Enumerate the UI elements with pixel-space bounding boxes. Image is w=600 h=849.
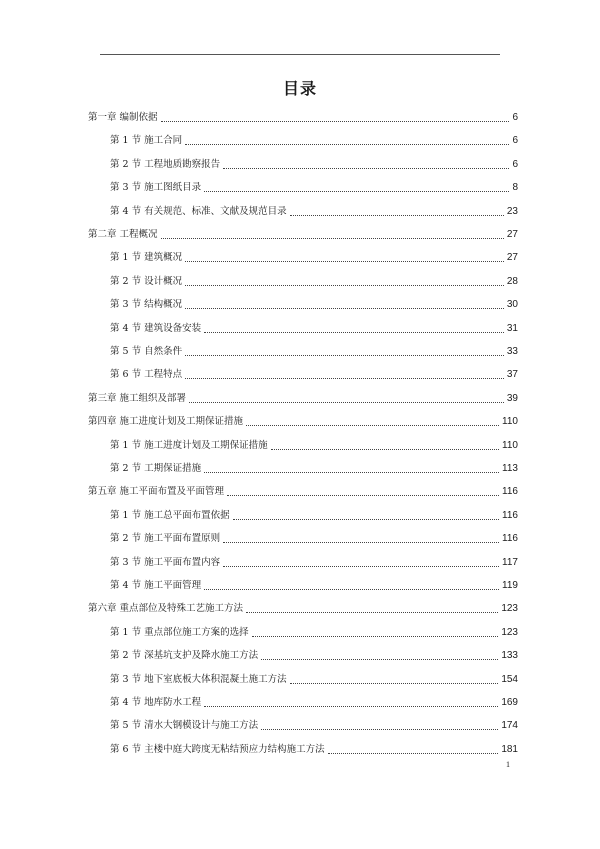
toc-dot-leader [261, 658, 498, 660]
toc-section-entry[interactable] [110, 642, 518, 662]
toc-section-entry[interactable] [110, 455, 518, 475]
toc-entry-page: 169 [501, 697, 518, 708]
toc-entry-label: 第 3 节 地下室底板大体积混凝土施工方法 [110, 673, 287, 685]
toc-entry-label: 第 6 节 工程特点 [110, 369, 183, 381]
toc-section-entry[interactable] [110, 338, 518, 358]
toc-dot-leader [161, 237, 504, 239]
toc-entry-label: 第 4 节 建筑设备安装 [110, 322, 202, 334]
toc-chapter-entry[interactable] [88, 408, 518, 428]
toc-entry-page: 116 [502, 533, 518, 545]
toc-entry-page: 181 [501, 743, 518, 755]
toc-dot-leader [223, 167, 509, 169]
toc-entry-page: 27 [506, 252, 518, 264]
page-title: 目录 [282, 79, 317, 98]
toc-dot-leader [185, 260, 504, 262]
toc-entry-label: 第二章 工程概况 [88, 229, 158, 240]
toc-chapter-entry[interactable] [88, 595, 518, 615]
toc-dot-leader [185, 143, 509, 145]
toc-dot-leader [185, 307, 504, 309]
toc-entry-label: 第 3 节 施工平面布置内容 [110, 556, 221, 568]
toc-dot-leader [204, 471, 499, 473]
toc-chapter-entry[interactable] [88, 478, 518, 498]
toc-entry-label: 第 2 节 深基坑支护及降水施工方法 [110, 650, 259, 662]
toc-dot-leader [246, 424, 499, 426]
toc-entry-label: 第 1 节 施工进度计划及工期保证措施 [110, 439, 268, 451]
toc-entry-label: 第 4 节 施工平面管理 [110, 580, 202, 591]
toc-chapter-entry[interactable] [88, 104, 518, 124]
toc-entry-page: 123 [501, 603, 518, 615]
toc-section-entry[interactable] [110, 689, 518, 709]
toc-dot-leader [204, 331, 504, 333]
toc-entry-page: 39 [506, 392, 518, 404]
toc-section-entry[interactable] [110, 127, 518, 147]
toc-entry-label: 第 1 节 施工合同 [110, 135, 183, 147]
toc-entry-label: 第 2 节 工期保证措施 [110, 463, 202, 474]
toc-entry-page: 119 [502, 580, 518, 591]
toc-entry-page: 116 [502, 486, 518, 498]
toc-section-entry[interactable] [110, 549, 518, 569]
toc-entry-page: 37 [506, 369, 518, 381]
toc-entry-page: 110 [502, 439, 518, 451]
toc-dot-leader [161, 120, 510, 122]
toc-entry-page: 133 [501, 650, 518, 662]
toc-dot-leader [290, 682, 499, 684]
toc-chapter-entry[interactable] [88, 385, 518, 405]
toc-dot-leader [204, 705, 498, 707]
toc-entry-label: 第 3 节 结构概况 [110, 299, 183, 311]
toc-entry-page: 23 [506, 205, 518, 217]
toc-section-entry[interactable] [110, 736, 518, 756]
toc-dot-leader [204, 588, 499, 590]
toc-dot-leader [328, 752, 499, 754]
toc-section-entry[interactable] [110, 198, 518, 218]
toc-dot-leader [185, 354, 504, 356]
toc-chapter-entry[interactable] [88, 221, 518, 241]
toc-section-entry[interactable] [110, 151, 518, 171]
toc-entry-label: 第四章 施工进度计划及工期保证措施 [88, 416, 244, 428]
toc-entry-page: 27 [506, 229, 518, 240]
toc-entry-page: 117 [502, 556, 518, 568]
toc-entry-page: 8 [512, 182, 518, 194]
toc-entry-label: 第 3 节 施工图纸目录 [110, 182, 202, 194]
toc-section-entry[interactable] [110, 268, 518, 288]
toc-section-entry[interactable] [110, 572, 518, 592]
toc-section-entry[interactable] [110, 666, 518, 686]
toc-section-entry[interactable] [110, 502, 518, 522]
toc-section-entry[interactable] [110, 525, 518, 545]
toc-dot-leader [223, 541, 499, 543]
toc-section-entry[interactable] [110, 361, 518, 381]
toc-entry-label: 第 1 节 重点部位施工方案的选择 [110, 626, 249, 638]
toc-dot-leader [261, 728, 498, 730]
toc-entry-label: 第 2 节 工程地质勘察报告 [110, 158, 221, 170]
toc-entry-page: 110 [502, 416, 518, 428]
toc-entry-label: 第三章 施工组织及部署 [88, 392, 187, 404]
toc-entry-page: 154 [501, 673, 518, 685]
toc-entry-page: 31 [506, 322, 518, 334]
header-rule [100, 54, 500, 55]
toc-dot-leader [246, 611, 498, 613]
toc-dot-leader [252, 635, 499, 637]
toc-entry-page: 28 [506, 275, 518, 287]
toc-entry-page: 6 [512, 112, 518, 123]
toc-entry-page: 174 [501, 720, 518, 732]
toc-entry-label: 第 5 节 自然条件 [110, 346, 183, 357]
toc-dot-leader [227, 494, 499, 496]
toc-entry-page: 6 [512, 135, 518, 147]
toc-entry-page: 6 [512, 158, 518, 170]
toc-section-entry[interactable] [110, 291, 518, 311]
toc-entry-page: 30 [506, 299, 518, 311]
toc-entry-page: 33 [506, 346, 518, 357]
toc-dot-leader [233, 518, 499, 520]
toc-entry-label: 第 6 节 主楼中庭大跨度无粘结预应力结构施工方法 [110, 743, 325, 755]
page-number: 1 [506, 760, 510, 769]
toc-section-entry[interactable] [110, 244, 518, 264]
toc-entry-label: 第 2 节 设计概况 [110, 275, 183, 287]
toc-dot-leader [271, 448, 499, 450]
toc-dot-leader [204, 190, 509, 192]
toc-entry-page: 113 [502, 463, 518, 474]
toc-entry-label: 第 2 节 施工平面布置原则 [110, 533, 221, 545]
toc-section-entry[interactable] [110, 712, 518, 732]
toc-section-entry[interactable] [110, 432, 518, 452]
toc-dot-leader [223, 565, 499, 567]
toc-dot-leader [290, 214, 504, 216]
toc-dot-leader [185, 284, 504, 286]
toc-section-entry[interactable] [110, 315, 518, 335]
toc-entry-label: 第 4 节 有关规范、标准、文献及规范目录 [110, 205, 287, 217]
toc-entry-label: 第 5 节 清水大钢模设计与施工方法 [110, 720, 259, 732]
toc-entry-label: 第五章 施工平面布置及平面管理 [88, 486, 225, 498]
toc-section-entry[interactable] [110, 619, 518, 639]
toc-entry-page: 116 [502, 509, 518, 521]
toc-section-entry[interactable] [110, 174, 518, 194]
toc-entry-page: 123 [501, 626, 518, 638]
toc-entry-label: 第 1 节 施工总平面布置依据 [110, 509, 230, 521]
toc-entry-label: 第一章 编制依据 [88, 112, 158, 123]
toc-entry-label: 第六章 重点部位及特殊工艺施工方法 [88, 603, 244, 615]
toc-dot-leader [189, 401, 504, 403]
toc-entry-label: 第 4 节 地库防水工程 [110, 697, 202, 708]
toc-entry-label: 第 1 节 建筑概况 [110, 252, 183, 264]
toc-dot-leader [185, 377, 504, 379]
